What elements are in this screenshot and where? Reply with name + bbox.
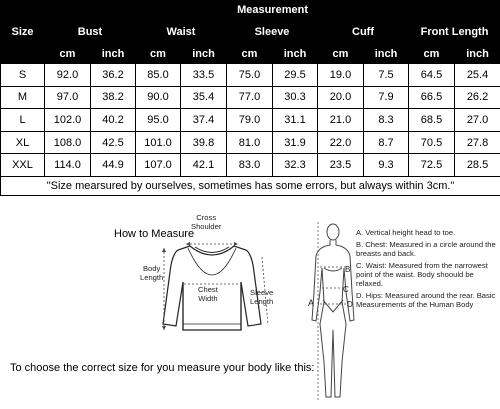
value-cell: 28.5	[455, 154, 500, 177]
value-cell: 27.8	[455, 131, 500, 154]
value-cell: 44.9	[91, 154, 136, 177]
size-cell: M	[1, 86, 45, 109]
value-cell: 19.0	[318, 64, 364, 87]
value-cell: 37.4	[181, 109, 227, 132]
value-cell: 20.0	[318, 86, 364, 109]
size-header: Size	[1, 1, 45, 64]
note-c: C. Waist: Measured from the narrowest point of the waist. Body shoould be relaxed.	[356, 261, 488, 288]
measurement-header: Measurement	[45, 1, 500, 20]
value-cell: 81.0	[227, 131, 273, 154]
unit-header: cm	[409, 45, 455, 64]
size-cell: L	[1, 109, 45, 132]
unit-header: inch	[273, 45, 318, 64]
value-cell: 35.4	[181, 86, 227, 109]
value-cell: 77.0	[227, 86, 273, 109]
size-table	[0, 0, 500, 196]
value-cell: 102.0	[45, 109, 91, 132]
measurement-notes	[356, 228, 496, 312]
size-chart	[0, 0, 500, 196]
value-cell: 66.5	[409, 86, 455, 109]
value-cell: 64.5	[409, 64, 455, 87]
unit-header: inch	[455, 45, 500, 64]
value-cell: 83.0	[227, 154, 273, 177]
value-cell: 29.5	[273, 64, 318, 87]
value-cell: 25.4	[455, 64, 500, 87]
body-letter-d: D	[347, 300, 353, 309]
value-cell: 39.8	[181, 131, 227, 154]
value-cell: 32.3	[273, 154, 318, 177]
size-note: "Size mearsured by ourselves, sometimes has some errors, but always within 3cm."	[1, 176, 500, 195]
unit-header: cm	[136, 45, 181, 64]
value-cell: 85.0	[136, 64, 181, 87]
body-length-label: Body Length	[140, 264, 164, 282]
value-cell: 70.5	[409, 131, 455, 154]
value-cell: 21.0	[318, 109, 364, 132]
body-letter-a: A	[308, 298, 315, 308]
value-cell: 107.0	[136, 154, 181, 177]
value-cell: 27.0	[455, 109, 500, 132]
value-cell: 7.5	[364, 64, 409, 87]
value-cell: 79.0	[227, 109, 273, 132]
size-cell: XL	[1, 131, 45, 154]
column-header: Cuff	[318, 20, 409, 45]
value-cell: 8.3	[364, 109, 409, 132]
column-header: Bust	[45, 20, 136, 45]
value-cell: 101.0	[136, 131, 181, 154]
value-cell: 7.9	[364, 86, 409, 109]
value-cell: 36.2	[91, 64, 136, 87]
unit-header: cm	[45, 45, 91, 64]
body-letter-c: C	[343, 285, 349, 294]
value-cell: 40.2	[91, 109, 136, 132]
value-cell: 68.5	[409, 109, 455, 132]
note-d: D. Hips: Measured around the rear. Basic Measurements of the Human Body	[356, 291, 496, 309]
value-cell: 97.0	[45, 86, 91, 109]
table-row	[1, 131, 500, 154]
value-cell: 72.5	[409, 154, 455, 177]
value-cell: 30.3	[273, 86, 318, 109]
value-cell: 26.2	[455, 86, 500, 109]
table-row	[1, 109, 500, 132]
value-cell: 8.7	[364, 131, 409, 154]
value-cell: 90.0	[136, 86, 181, 109]
unit-header: inch	[364, 45, 409, 64]
value-cell: 31.1	[273, 109, 318, 132]
value-cell: 22.0	[318, 131, 364, 154]
how-to-measure-title: How to Measure	[114, 228, 195, 240]
choose-size-text: To choose the correct size for you measure your body like this:	[10, 362, 315, 374]
unit-header: cm	[318, 45, 364, 64]
note-a: A. Vertical height head to toe.	[356, 228, 456, 237]
size-cell: S	[1, 64, 45, 87]
size-cell: XXL	[1, 154, 45, 177]
value-cell: 75.0	[227, 64, 273, 87]
table-row	[1, 154, 500, 177]
value-cell: 9.3	[364, 154, 409, 177]
column-header: Waist	[136, 20, 227, 45]
value-cell: 42.1	[181, 154, 227, 177]
measure-guide	[0, 212, 500, 409]
column-header: Front Length	[409, 20, 500, 45]
note-b: B. Chest: Measured in a circle around the breasts and back.	[356, 240, 496, 258]
unit-header: inch	[181, 45, 227, 64]
value-cell: 38.2	[91, 86, 136, 109]
table-row	[1, 86, 500, 109]
value-cell: 31.9	[273, 131, 318, 154]
value-cell: 92.0	[45, 64, 91, 87]
value-cell: 108.0	[45, 131, 91, 154]
chest-width-label: Chest Width	[198, 285, 218, 303]
value-cell: 42.5	[91, 131, 136, 154]
value-cell: 95.0	[136, 109, 181, 132]
unit-header: cm	[227, 45, 273, 64]
value-cell: 33.5	[181, 64, 227, 87]
value-cell: 114.0	[45, 154, 91, 177]
sleeve-length-label: Sleeve Length	[250, 288, 274, 306]
cross-shoulder-label: Cross Shoulder	[191, 213, 222, 231]
column-header: Sleeve	[227, 20, 318, 45]
unit-header: inch	[91, 45, 136, 64]
value-cell: 23.5	[318, 154, 364, 177]
body-letter-b: B	[345, 265, 351, 274]
table-row	[1, 64, 500, 87]
